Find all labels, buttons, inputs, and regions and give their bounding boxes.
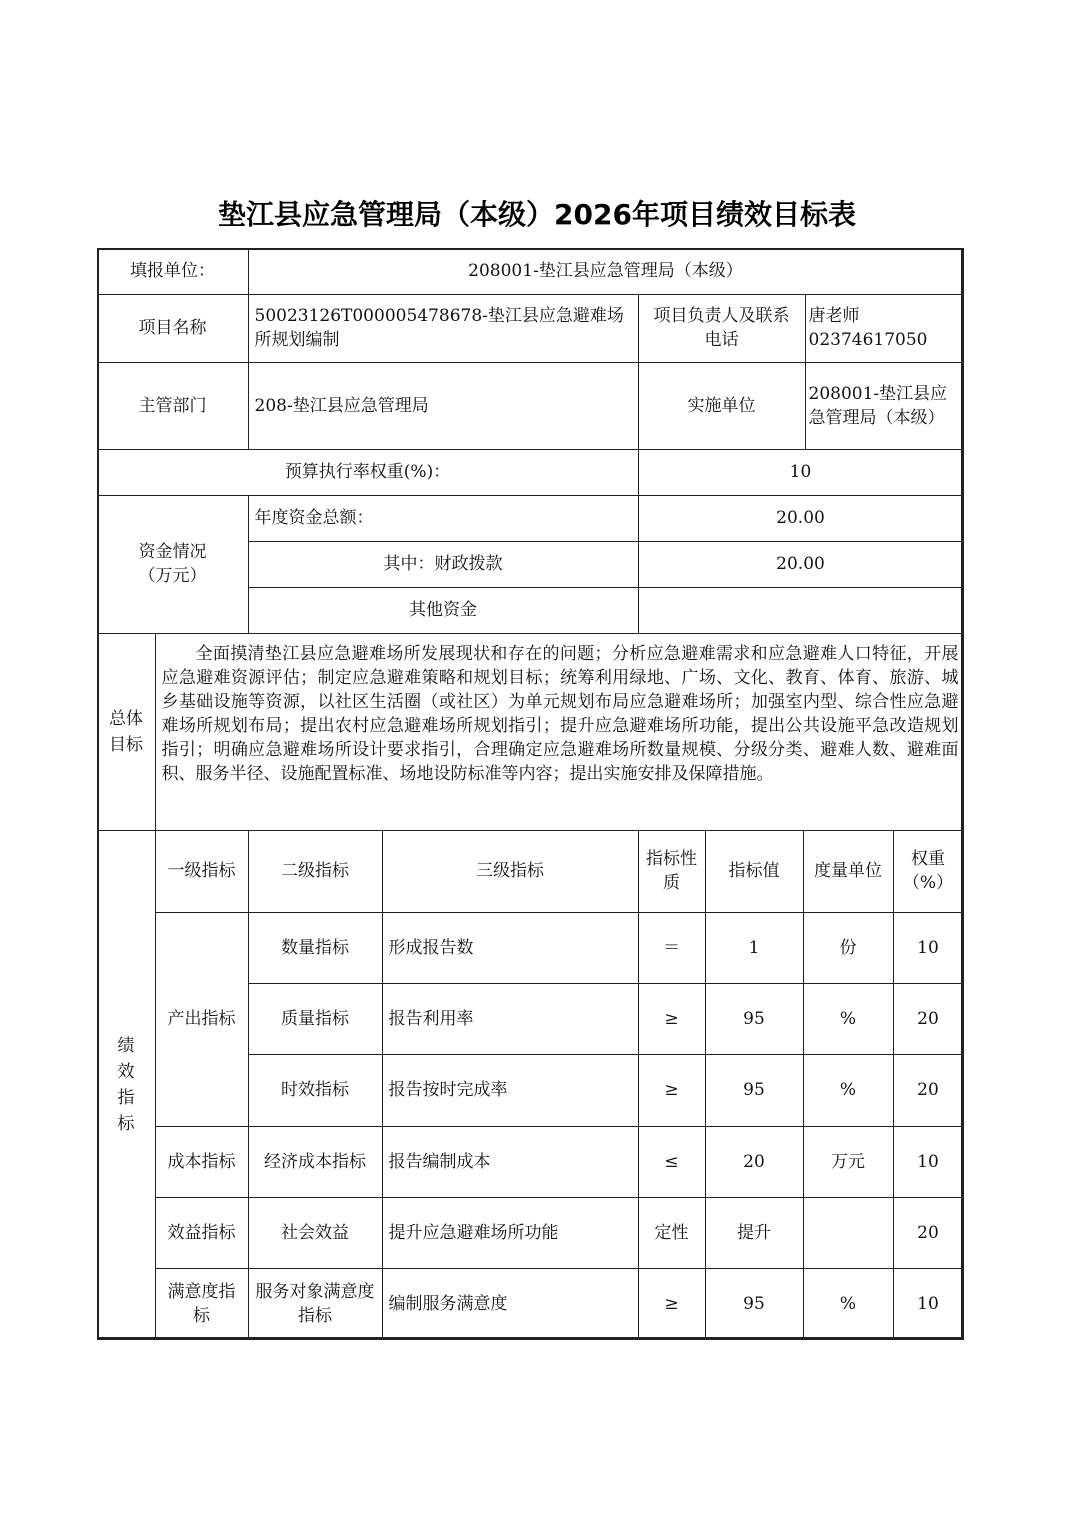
- level2-cell: 数量指标: [248, 912, 383, 984]
- manager-cell: [805, 294, 964, 363]
- unit-cell: %: [803, 1268, 894, 1340]
- manager-name: 唐老师: [808, 306, 860, 326]
- impl-value: 208001-垫江县应急管理局（本级）: [805, 362, 964, 450]
- level3-cell: 报告编制成本: [382, 1126, 639, 1198]
- nature-cell: ≥: [638, 1268, 706, 1340]
- goal-label: 总体目标: [97, 633, 156, 831]
- level3-cell: 提升应急避难场所功能: [382, 1197, 639, 1269]
- budget-weight-value: 10: [638, 449, 964, 496]
- budget-weight-label: 预算执行率权重(%)：: [97, 449, 639, 496]
- weight-cell: 10: [893, 912, 964, 984]
- funds-other-label: 其他资金: [248, 587, 639, 634]
- level3-cell: 报告按时完成率: [382, 1054, 639, 1127]
- nature-cell: ≤: [638, 1126, 706, 1198]
- weight-cell: 20: [893, 1054, 964, 1127]
- weight-cell: 10: [893, 1126, 964, 1198]
- nature-cell: ≥: [638, 983, 706, 1055]
- level2-cell: 时效指标: [248, 1054, 383, 1127]
- funds-fiscal-label: 其中：财政拨款: [248, 541, 639, 588]
- funds-fiscal-value: 20.00: [638, 541, 964, 588]
- dept-label: 主管部门: [97, 362, 249, 450]
- manager-phone: 02374617050: [808, 330, 928, 350]
- value-cell: 1: [705, 912, 804, 984]
- nature-cell: ＝: [638, 912, 706, 984]
- value-cell: 20: [705, 1126, 804, 1198]
- column-header: 度量单位: [803, 830, 894, 913]
- level2-cell: 服务对象满意度指标: [248, 1268, 383, 1340]
- level1-cell: 产出指标: [155, 912, 249, 1127]
- fill-unit-label: 填报单位：: [97, 248, 249, 295]
- dept-value: 208-垫江县应急管理局: [248, 362, 639, 450]
- weight-cell: 20: [893, 1197, 964, 1269]
- nature-cell: 定性: [638, 1197, 706, 1269]
- level1-cell: 成本指标: [155, 1126, 249, 1198]
- manager-label: 项目负责人及联系电话: [638, 294, 806, 363]
- funds-total-label: 年度资金总额：: [248, 495, 639, 542]
- unit-cell: 份: [803, 912, 894, 984]
- project-name-value: 50023126T000005478678-垫江县应急避难场所规划编制: [248, 294, 639, 363]
- project-name-label: 项目名称: [97, 294, 249, 363]
- level1-cell: 效益指标: [155, 1197, 249, 1269]
- column-header: 一级指标: [155, 830, 249, 913]
- level3-cell: 报告利用率: [382, 983, 639, 1055]
- indicators-section-label: 绩效指标: [97, 830, 156, 1340]
- column-header: 指标性质: [638, 830, 706, 913]
- unit-cell: %: [803, 983, 894, 1055]
- value-cell: 95: [705, 1054, 804, 1127]
- funds-label: 资金情况（万元）: [97, 495, 249, 634]
- funds-total-value: 20.00: [638, 495, 964, 542]
- value-cell: 95: [705, 1268, 804, 1340]
- page-title: 垫江县应急管理局（本级）2026年项目绩效目标表: [218, 198, 856, 231]
- fill-unit-value: 208001-垫江县应急管理局（本级）: [248, 248, 964, 295]
- level1-cell: 满意度指标: [155, 1268, 249, 1340]
- level2-cell: 质量指标: [248, 983, 383, 1055]
- unit-cell: 万元: [803, 1126, 894, 1198]
- column-header: 二级指标: [248, 830, 383, 913]
- nature-cell: ≥: [638, 1054, 706, 1127]
- unit-cell: %: [803, 1054, 894, 1127]
- column-header: 指标值: [705, 830, 804, 913]
- goal-text: 全面摸清垫江县应急避难场所发展现状和存在的问题；分析应急避难需求和应急避难人口特征，开展应急避难资源评估；制定应急避难策略和规划目标；统筹利用绿地、广场、文化、教育、体育、旅游、城乡基础设施等资源，以社区生活圈（或社区）为单元规划布局应急避难场所；加强室内型、综合性应急避难场所规划布局；提出农村应急避难场所规划指引；提升应急避难场所功能，提出公共设施平急改造规划指引；明确应急避难场所设计要求指引，合理确定应急避难场所数量规模、分级分类、避难人数、避难面积、服务半径、设施配置标准、场地设防标准等内容；提出实施安排及保障措施。: [155, 633, 964, 831]
- weight-cell: 10: [893, 1268, 964, 1340]
- column-header: 权重（%）: [893, 830, 964, 913]
- level3-cell: 编制服务满意度: [382, 1268, 639, 1340]
- level2-cell: 社会效益: [248, 1197, 383, 1269]
- value-cell: 提升: [705, 1197, 804, 1269]
- impl-label: 实施单位: [638, 362, 806, 450]
- level2-cell: 经济成本指标: [248, 1126, 383, 1198]
- weight-cell: 20: [893, 983, 964, 1055]
- column-header: 三级指标: [382, 830, 639, 913]
- level3-cell: 形成报告数: [382, 912, 639, 984]
- value-cell: 95: [705, 983, 804, 1055]
- funds-other-value: [638, 587, 964, 634]
- unit-cell: [803, 1197, 894, 1269]
